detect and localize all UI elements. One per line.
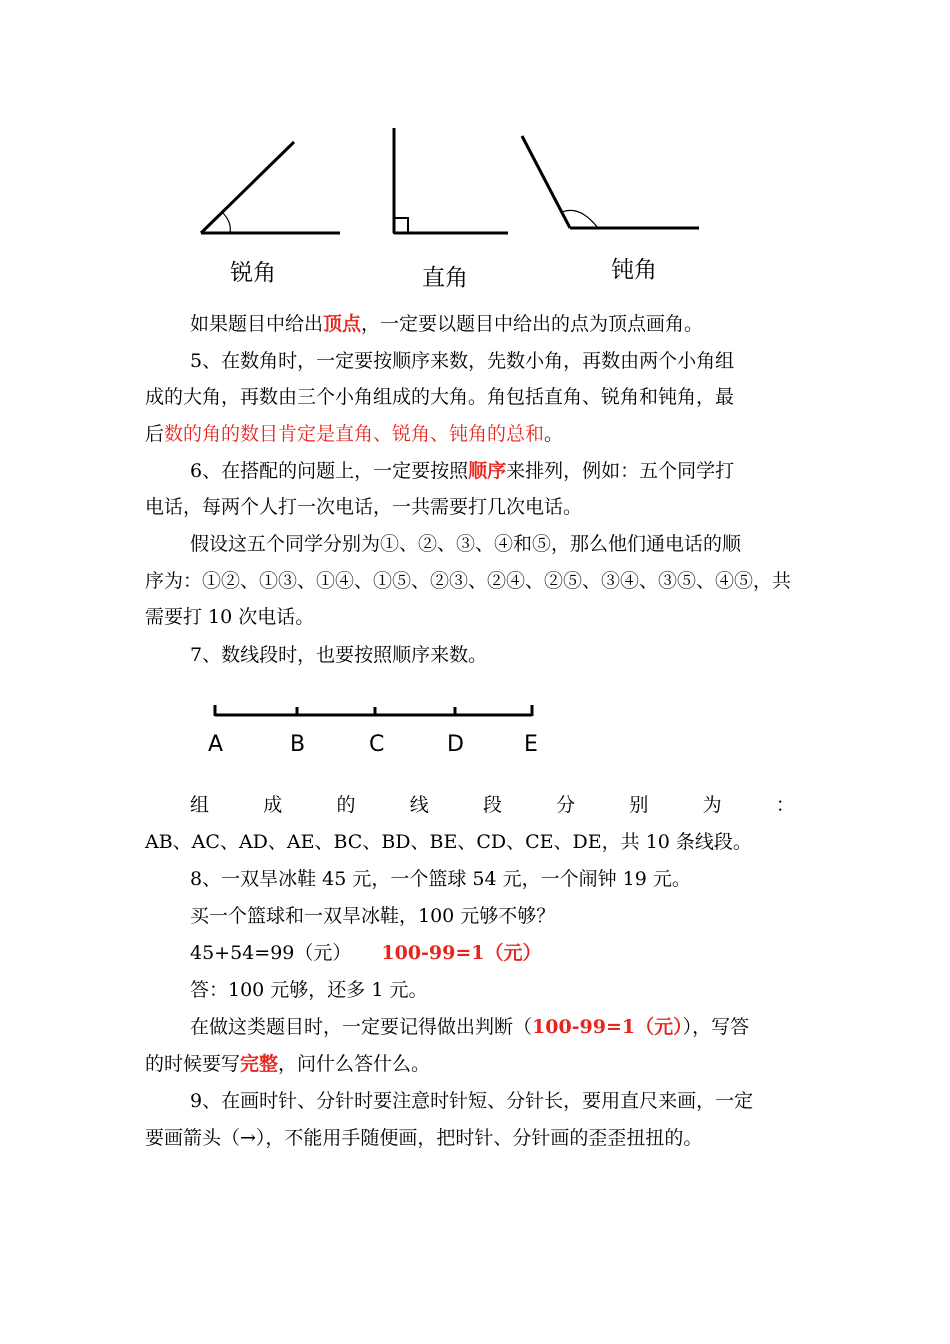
text: ，问什么答什么。 bbox=[278, 1053, 431, 1075]
para-price-equation-line bbox=[190, 941, 855, 965]
char: ： bbox=[775, 794, 795, 816]
char: 段 bbox=[482, 794, 502, 816]
acute-angle-label: 锐角 bbox=[230, 260, 276, 286]
text: 在做这类题目时，一定要记得做出判断（ bbox=[190, 1016, 533, 1038]
equation-sum: 45+54=99（元） bbox=[190, 942, 352, 964]
para-assume-line-1: 假设这五个同学分别为①、②、③、④和⑤，那么他们通电话的顺 bbox=[190, 533, 742, 555]
para-matching-line-2: 电话，每两个人打一次电话，一共需要打几次电话。 bbox=[145, 496, 583, 518]
para-clock-line-2: 要画箭头（→），不能用手随便画，把时针、分针画的歪歪扭扭的。 bbox=[145, 1127, 703, 1149]
highlight-sum: 数的角的数目肯定是直角、锐角、钝角的总和 bbox=[164, 423, 545, 445]
text: 6、在搭配的问题上，一定要按照 bbox=[190, 460, 469, 482]
char: 分 bbox=[556, 794, 576, 816]
para-segment-list-line-2: AB、AC、AD、AE、BC、BD、BE、CD、CE、DE，共 10 条线段。 bbox=[145, 831, 752, 853]
char: 组 bbox=[190, 794, 210, 816]
char: 别 bbox=[629, 794, 649, 816]
text: 。 bbox=[544, 423, 564, 445]
text: 如果题目中给出 bbox=[190, 313, 324, 335]
para-price-line-1: 8、一双旱冰鞋 45 元，一个篮球 54 元，一个闹钟 19 元。 bbox=[190, 868, 691, 890]
text: 来排列，例如：五个同学打 bbox=[506, 460, 735, 482]
para-assume-line-3: 需要打 10 次电话。 bbox=[145, 606, 315, 628]
para-price-answer-line: 答：100 元够，还多 1 元。 bbox=[190, 979, 428, 1001]
para-count-angles-line-1: 5、在数角时，一定要按顺序来数，先数小角，再数由两个小角组 bbox=[190, 350, 735, 372]
segment-drawing bbox=[215, 705, 532, 716]
point-label-a: A bbox=[208, 732, 224, 757]
para-judgment-line-1 bbox=[190, 1015, 855, 1039]
point-label-c: C bbox=[369, 732, 385, 757]
point-label-b: B bbox=[290, 732, 306, 757]
highlight-vertex: 顶点 bbox=[323, 313, 362, 335]
obtuse-angle-label: 钝角 bbox=[611, 257, 657, 283]
char: 为 bbox=[702, 794, 722, 816]
para-segment-list-line-1 bbox=[190, 793, 795, 817]
para-clock-line-1: 9、在画时针、分针时要注意时针短、分针长，要用直尺来画，一定 bbox=[190, 1090, 754, 1112]
point-label-d: D bbox=[447, 732, 464, 757]
char: 的 bbox=[336, 794, 356, 816]
para-judgment-line-2 bbox=[145, 1052, 810, 1076]
highlight-complete: 完整 bbox=[240, 1053, 279, 1075]
para-count-angles-line-2: 成的大角，再数由三个小角组成的大角。角包括直角、锐角和钝角，最 bbox=[145, 386, 735, 408]
point-label-e: E bbox=[524, 732, 538, 757]
char: 线 bbox=[409, 794, 429, 816]
para-assume-line-2: 序为：①②、①③、①④、①⑤、②③、②④、②⑤、③④、③⑤、④⑤，共 bbox=[145, 570, 792, 592]
right-angle-label: 直角 bbox=[422, 265, 468, 291]
para-segments-line: 7、数线段时，也要按照顺序来数。 bbox=[190, 644, 488, 666]
text: 的时候要写 bbox=[145, 1053, 241, 1075]
highlight-equation: 100-99=1（元） bbox=[532, 1016, 683, 1038]
text: ，一定要以题目中给出的点为顶点画角。 bbox=[361, 313, 704, 335]
equation-difference: 100-99=1（元） bbox=[381, 942, 542, 964]
char: 成 bbox=[263, 794, 283, 816]
para-price-line-2: 买一个篮球和一双旱冰鞋，100 元够不够？ bbox=[190, 905, 556, 927]
highlight-order: 顺序 bbox=[468, 460, 507, 482]
text: 后 bbox=[145, 423, 165, 445]
text: ），写答 bbox=[682, 1016, 750, 1038]
